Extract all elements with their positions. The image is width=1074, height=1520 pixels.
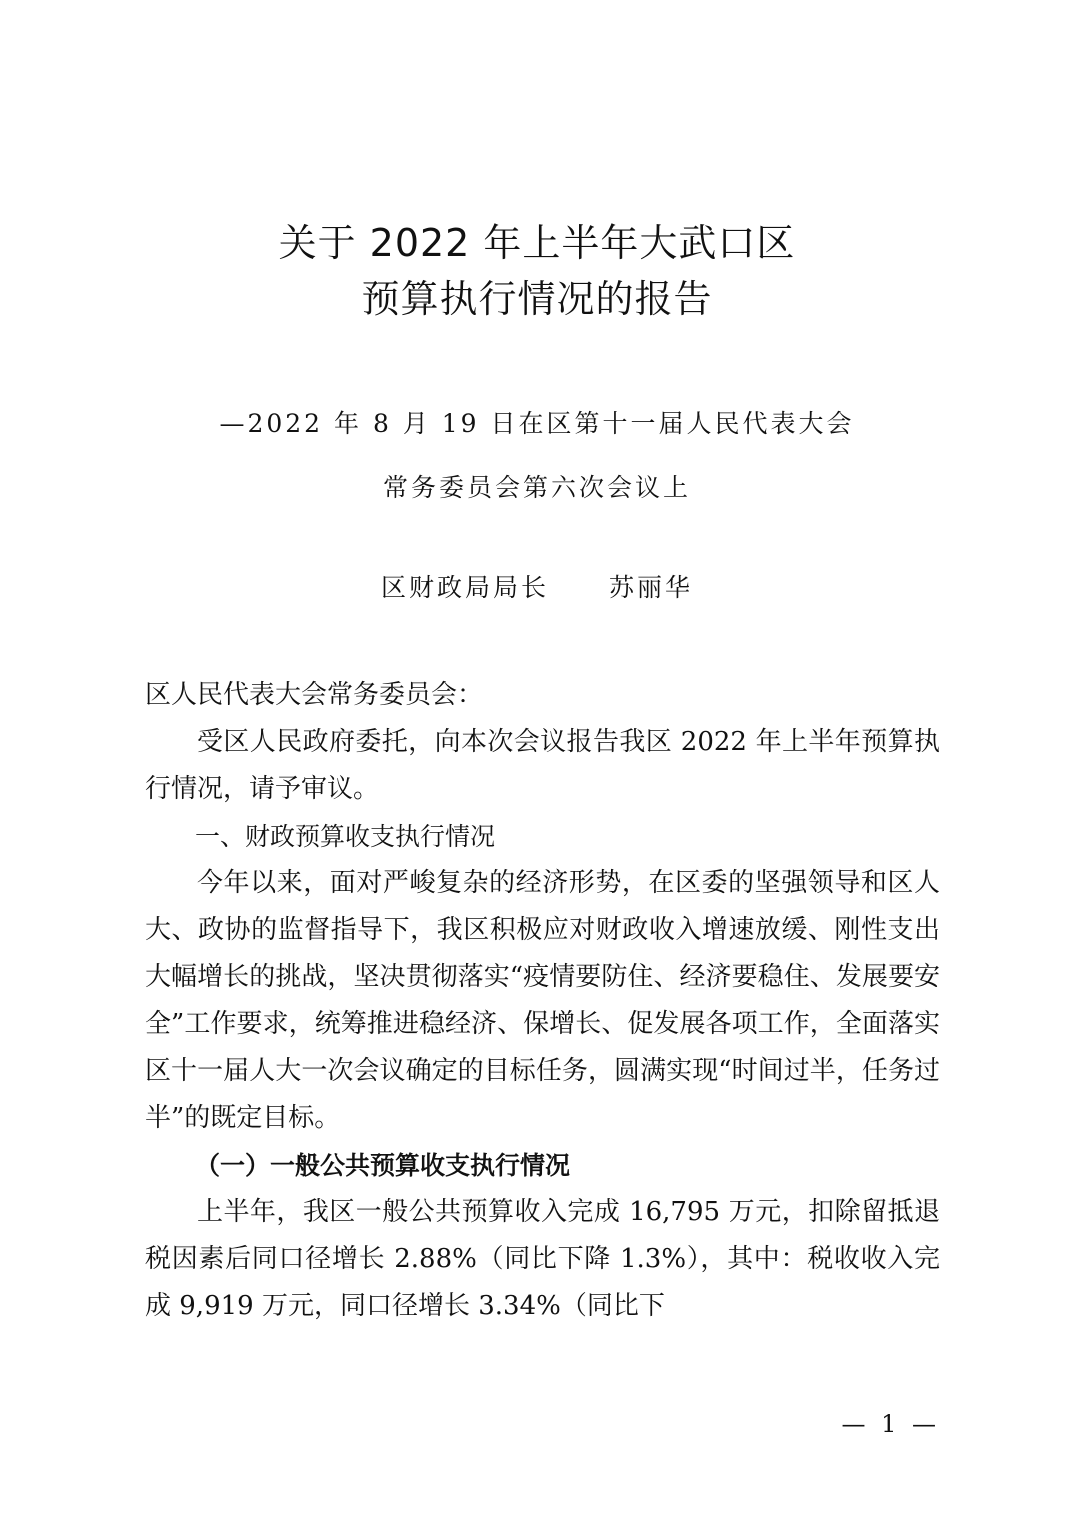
salutation: 区人民代表大会常务委员会： — [145, 680, 484, 710]
section-heading-1: 一、财政预算收支执行情况 — [195, 822, 496, 851]
paragraph-general-budget: 上半年，我区一般公共预算收入完成 16,795 万元，扣除留抵退税因素后同口径增长 2.88%（同比下降 1.3%），其中：税收收入完成 9,919 万元，同口径增长 3.34%（同比下 — [145, 1197, 940, 1321]
report-title-line-2: 预算执行情况的报告 — [361, 277, 713, 321]
subtitle-line-1: —2022 年 8 月 19 日在区第十一届人民代表大会 — [219, 409, 855, 438]
section-heading-1-1: （一）一般公共预算收支执行情况 — [195, 1151, 571, 1180]
page-number: — 1 — — [841, 1410, 940, 1438]
reporter-name: 苏丽华 — [609, 573, 694, 602]
paragraph-intro: 受区人民政府委托，向本次会议报告我区 2022 年上半年预算执行情况，请予审议。 — [145, 727, 940, 804]
report-title-line-1: 关于 2022 年上半年大武口区 — [278, 221, 796, 265]
report-body — [145, 672, 940, 1330]
paragraph-overview: 今年以来，面对严峻复杂的经济形势，在区委的坚强领导和区人大、政协的监督指导下，我区积极应对财政收入增速放缓、刚性支出大幅增长的挑战，坚决贯彻落实“疫情要防住、经济要稳住、发展要安全”工作要求，统筹推进稳经济、保增长、促发展各项工作，全面落实区十一届人大一次会议确定的目标任务，圆满实现“时间过半，任务过半”的既定目标。 — [145, 868, 940, 1133]
reporter-line — [0, 568, 1074, 604]
reporter-role: 区财政局局长 — [380, 573, 549, 602]
subtitle-line-2: 常务委员会第六次会议上 — [382, 473, 691, 502]
